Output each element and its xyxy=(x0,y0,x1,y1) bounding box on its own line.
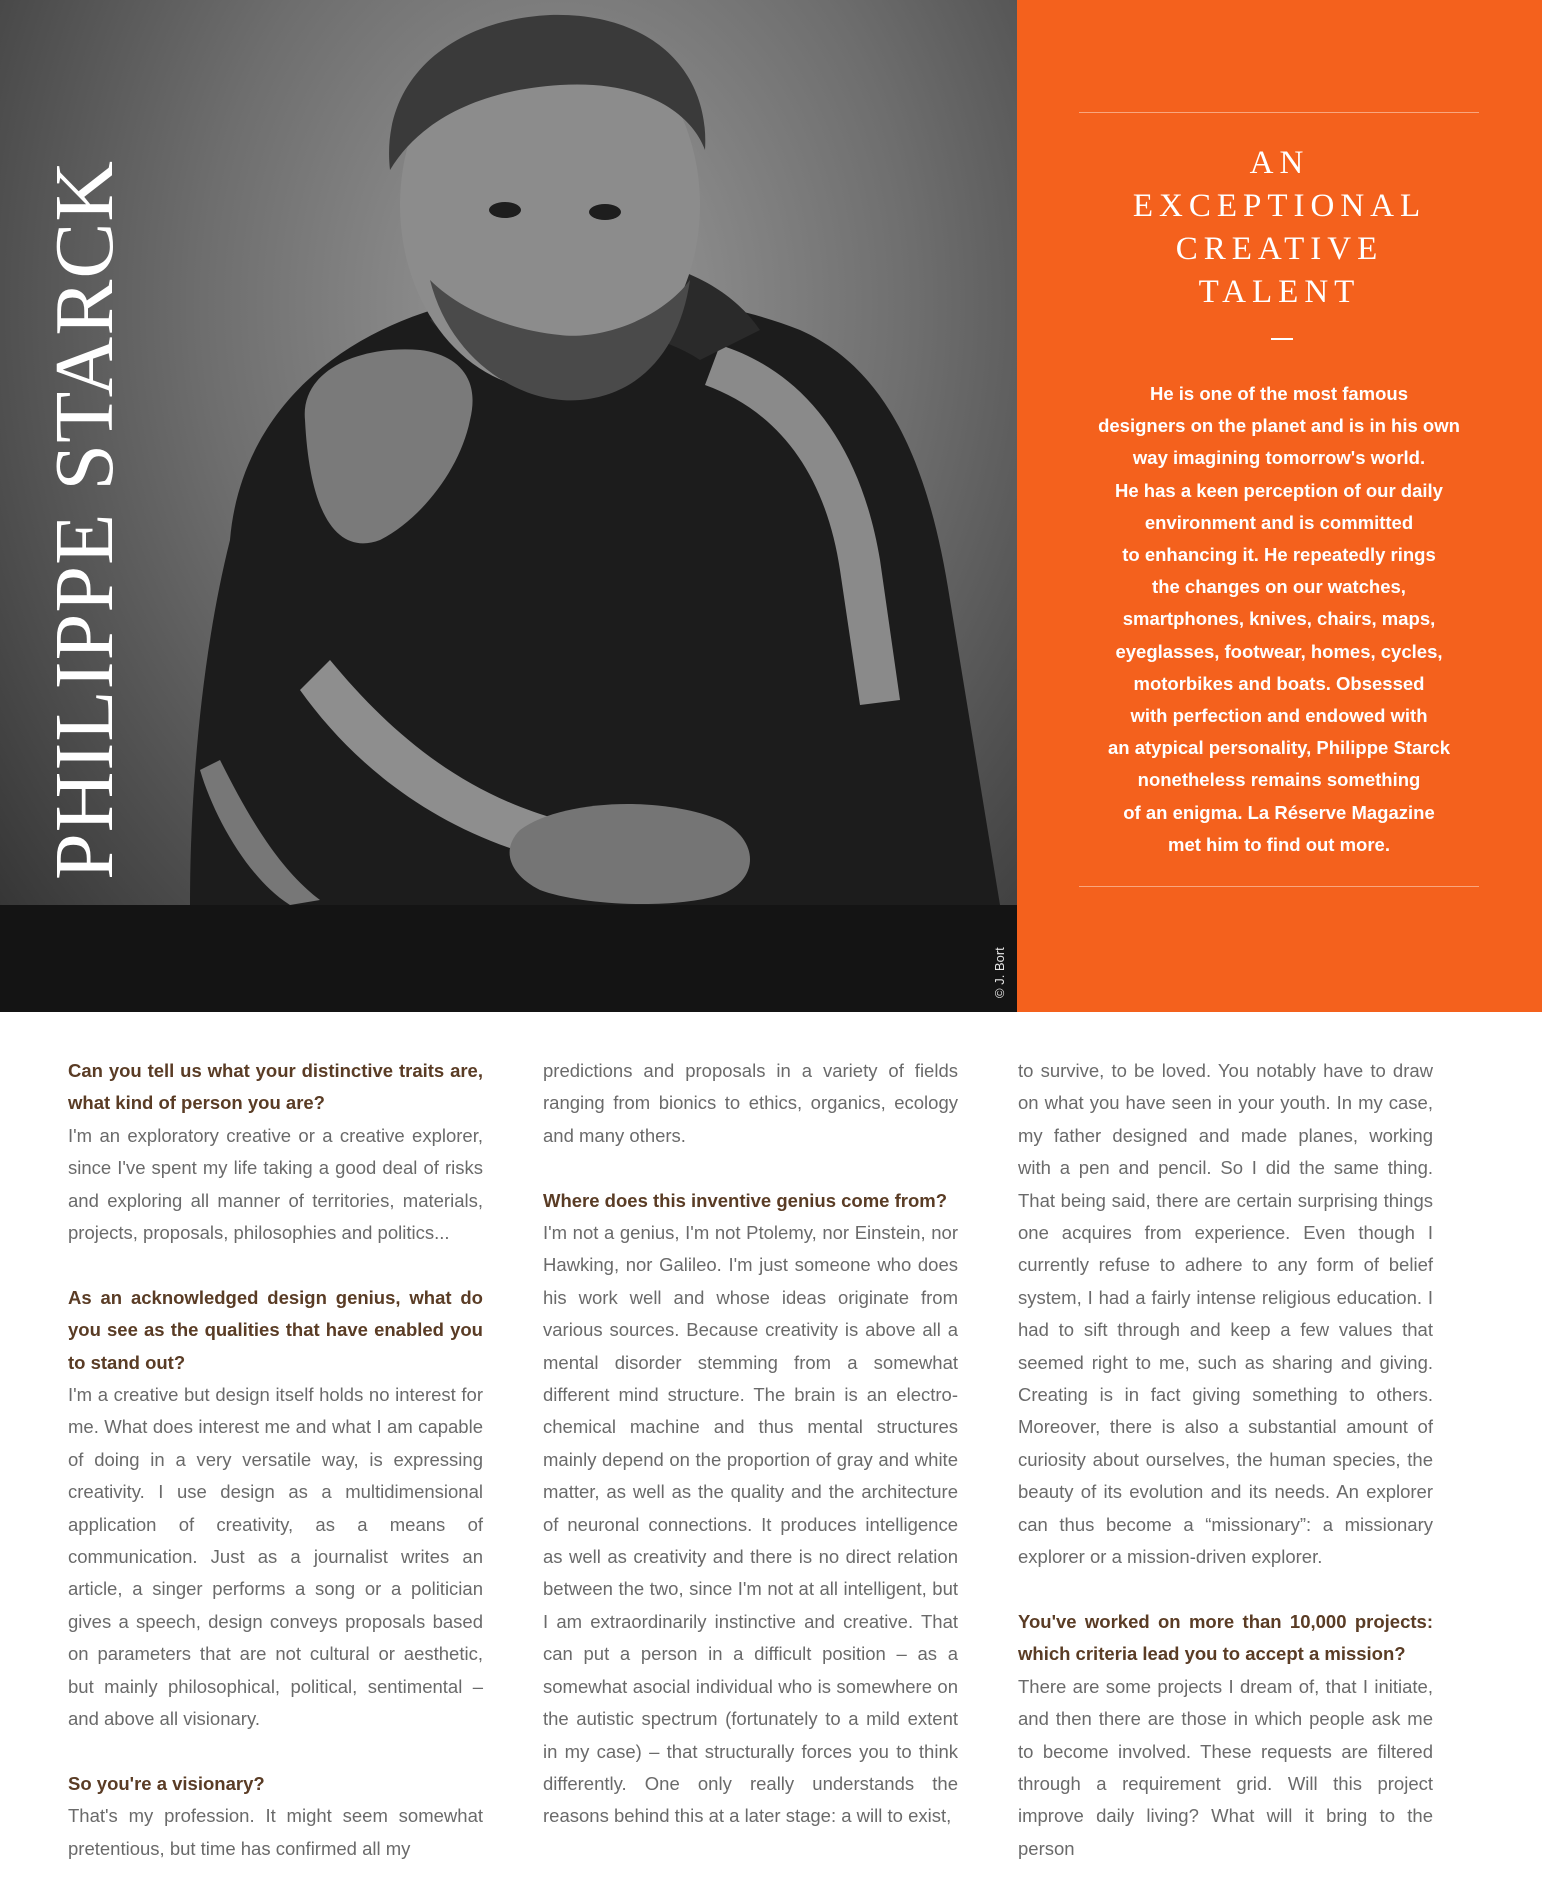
interview-answer: I'm not a genius, I'm not Ptolemy, nor Einstein, nor Hawking, nor Galileo. I'm just someone who does his work well and whose ideas originate from various sources. Because creativity is above all a mental disorder stemming from a somewhat different mind structure. The brain is an electro-chemical machine and thus mental structures mainly depend on the proportion of gray and white matter, as well as the quality and the architecture of neuronal connections. It produces intelligence as well as creativity and there is no direct relation between the two, since I'm not at all intelligent, but I am extraordinarily instinctive and creative. That can put a person in a difficult position – as a somewhat asocial individual who is somewhere on the autistic spectrum (fortunately to a mild extent in my case) – that structurally forces you to think differently. One only really understands the reasons behind this at a later stage: a will to exist, xyxy=(543,1222,958,1827)
resting-hand xyxy=(510,804,750,904)
intro-line: of an enigma. La Réserve Magazine xyxy=(1123,801,1435,823)
intro-line: with perfection and endowed with xyxy=(1130,705,1428,727)
portrait-photo: PHILIPPE STARCK © J. Bort xyxy=(0,0,1017,1012)
table-surface xyxy=(0,905,1017,1012)
headline-line: AN xyxy=(1249,145,1310,181)
headline-line: TALENT xyxy=(1198,274,1361,310)
interview-answer: I'm an exploratory creative or a creative explorer, since I've spent my life taking a good deal of risks and exploring all manner of territories, materials, projects, proposals, philosophies and politics... xyxy=(68,1124,483,1244)
paragraph-gap xyxy=(68,1249,483,1281)
interview-question: Can you tell us what your distinctive traits are, what kind of person you are? xyxy=(68,1060,483,1114)
intro-line: He has a keen perception of our daily xyxy=(1115,479,1443,501)
eye-left xyxy=(489,202,521,218)
bottom-rule xyxy=(1079,886,1479,887)
column-1 xyxy=(68,1055,483,1865)
intro-line: to enhancing it. He repeatedly rings xyxy=(1122,544,1436,566)
interview-answer: I'm a creative but design itself holds no interest for me. What does interest me and what I am capable of doing in a very versatile way, is expressing creativity. I use design as a multidimensional application of creativity, as a means of communication. Just as a journalist writes an article, a singer performs a song or a politician gives a speech, design conveys proposals based on parameters that are not cultural or aesthetic, but mainly philosophical, political, sentimental – and above all visionary. xyxy=(68,1384,483,1730)
interview-answer: There are some projects I dream of, that I initiate, and then there are those in which people ask me to become involved. These requests are filtered through a requirement grid. Will this project improve daily living? What will it bring to the person xyxy=(1018,1675,1433,1859)
intro-line: designers on the planet and is in his own xyxy=(1098,415,1460,437)
intro-line: an atypical personality, Philippe Starck xyxy=(1107,737,1451,759)
interview-question: You've worked on more than 10,000 projects: which criteria lead you to accept a mission? xyxy=(1018,1610,1433,1665)
intro-text xyxy=(1079,378,1479,861)
intro-line: nonetheless remains something xyxy=(1137,769,1421,791)
intro-line: met him to find out more. xyxy=(1168,833,1390,855)
interview-answer: predictions and proposals in a variety of fields ranging from bionics to ethics, organics, ecology and many others. xyxy=(543,1060,958,1146)
intro-line: way imagining tomorrow's world. xyxy=(1132,447,1426,469)
paragraph-gap xyxy=(68,1736,483,1768)
interview-question: As an acknowledged design genius, what do you see as the qualities that have enabled you to stand out? xyxy=(68,1286,483,1373)
intro-line: the changes on our watches, xyxy=(1152,576,1406,598)
headline xyxy=(1017,142,1542,314)
headline-dash xyxy=(1271,338,1293,340)
intro-line: eyeglasses, footwear, homes, cycles, xyxy=(1115,640,1443,662)
interview-answer: That's my profession. It might seem somewhat pretentious, but time has confirmed all my xyxy=(68,1805,483,1859)
intro-line: smartphones, knives, chairs, maps, xyxy=(1122,608,1436,630)
intro-line: environment and is committed xyxy=(1144,511,1414,533)
interview-question: So you're a visionary? xyxy=(68,1772,265,1794)
interview-question: Where does this inventive genius come from? xyxy=(543,1189,948,1211)
intro-line: He is one of the most famous xyxy=(1149,383,1408,404)
intro-panel xyxy=(1017,0,1542,1012)
headline-line: CREATIVE xyxy=(1175,231,1384,267)
paragraph-gap xyxy=(1018,1574,1433,1606)
paragraph-gap xyxy=(543,1152,958,1184)
column-2 xyxy=(543,1055,958,1833)
interview-answer: to survive, to be loved. You notably have to draw on what you have seen in your youth. In my case, my father designed and made planes, working with a pen and pencil. So I did the same thing. That being said, there are certain surprising things one acquires from experience. Even though I currently refuse to adhere to any form of belief system, I had a fairly intense religious education. I had to sift through and keep a few values that seemed right to me, such as sharing and giving. Creating is in fact giving something to others. Moreover, there is also a substantial amount of curiosity about ourselves, the human species, the beauty of its evolution and its needs. An explorer can thus become a “missionary”: a missionary explorer or a mission-driven explorer. xyxy=(1018,1060,1433,1568)
top-rule xyxy=(1079,112,1479,113)
eye-right xyxy=(589,204,621,220)
column-3 xyxy=(1018,1055,1433,1865)
headline-line: EXCEPTIONAL xyxy=(1132,188,1427,224)
portrait-figure xyxy=(0,0,1017,1012)
intro-line: motorbikes and boats. Obsessed xyxy=(1133,672,1425,694)
